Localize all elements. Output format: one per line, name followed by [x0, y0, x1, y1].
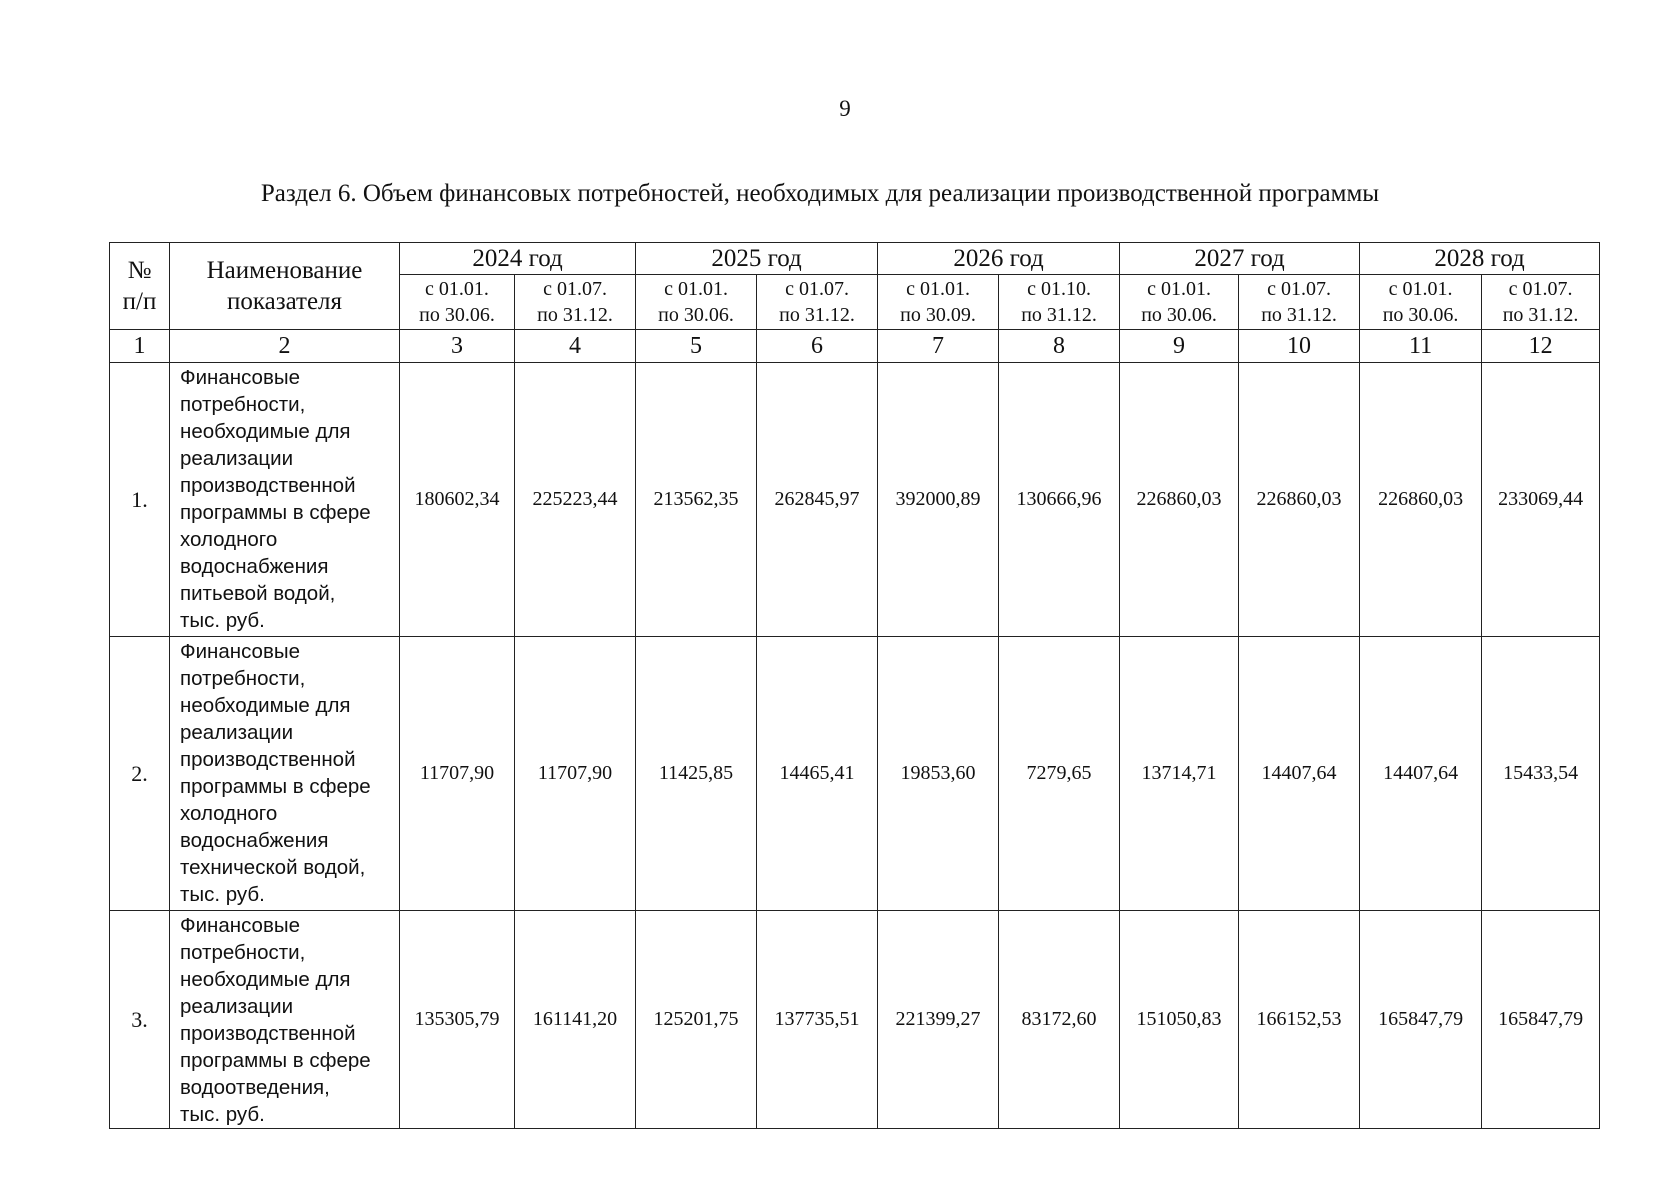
value-cell: 11425,85 [636, 637, 757, 911]
header-name [170, 243, 400, 330]
header-year: 2026 год [878, 243, 1120, 275]
indicator-name-line: Финансовые [180, 366, 300, 389]
value-cell: 137735,51 [757, 911, 878, 1129]
financial-needs-table [109, 242, 1600, 1129]
value-cell: 13714,71 [1120, 637, 1239, 911]
indicator-name-line: реализации [180, 447, 294, 470]
value-cell: 213562,35 [636, 363, 757, 637]
header-period [757, 275, 878, 330]
value-cell: 165847,79 [1360, 911, 1482, 1129]
column-number: 9 [1120, 330, 1239, 363]
value-cell: 151050,83 [1120, 911, 1239, 1129]
column-number: 10 [1239, 330, 1360, 363]
indicator-name-line: холодного [180, 528, 278, 551]
value-cell: 262845,97 [757, 363, 878, 637]
value-cell: 14407,64 [1239, 637, 1360, 911]
indicator-name-line: реализации [180, 995, 294, 1018]
indicator-name-line: Финансовые [180, 640, 300, 663]
indicator-name-line: потребности, [180, 941, 306, 964]
period-to: по 31.12. [537, 304, 613, 326]
header-row-column-numbers [110, 330, 1600, 363]
indicator-name-line: водоснабжения [180, 829, 329, 852]
value-cell: 392000,89 [878, 363, 999, 637]
indicator-name-line: производственной [180, 1022, 356, 1045]
indicator-name-line: водоотведения, [180, 1076, 330, 1099]
header-year: 2028 год [1360, 243, 1600, 275]
indicator-name-line: питьевой водой, [180, 582, 336, 605]
header-year: 2025 год [636, 243, 878, 275]
header-period [400, 275, 515, 330]
value-cell: 166152,53 [1239, 911, 1360, 1129]
period-from: с 01.07. [1267, 278, 1331, 300]
indicator-name-line: Финансовые [180, 914, 300, 937]
value-cell: 125201,75 [636, 911, 757, 1129]
header-name-line: показателя [226, 288, 343, 315]
period-to: по 30.06. [1141, 304, 1217, 326]
column-number: 7 [878, 330, 999, 363]
indicator-name-line: программы в сфере [180, 501, 371, 524]
header-period [515, 275, 636, 330]
indicator-name-line: программы в сфере [180, 775, 371, 798]
period-from: с 01.01. [425, 278, 489, 300]
value-cell: 165847,79 [1482, 911, 1600, 1129]
value-cell: 11707,90 [400, 637, 515, 911]
value-cell: 161141,20 [515, 911, 636, 1129]
header-name-line: Наименование [206, 257, 363, 284]
indicator-name-line: водоснабжения [180, 555, 329, 578]
period-to: по 30.06. [419, 304, 495, 326]
indicator-name-line: производственной [180, 474, 356, 497]
value-cell: 7279,65 [999, 637, 1120, 911]
period-from: с 01.01. [1147, 278, 1211, 300]
indicator-name-line: реализации [180, 721, 294, 744]
column-number: 3 [400, 330, 515, 363]
period-from: с 01.07. [1508, 278, 1573, 300]
indicator-name [170, 363, 400, 637]
value-cell: 14407,64 [1360, 637, 1482, 911]
value-cell: 83172,60 [999, 911, 1120, 1129]
page-number: 9 [839, 96, 851, 121]
indicator-name-line: тыс. руб. [180, 1103, 265, 1126]
period-from: с 01.01. [664, 278, 728, 300]
table-row [110, 637, 1600, 911]
value-cell: 135305,79 [400, 911, 515, 1129]
header-year: 2027 год [1120, 243, 1360, 275]
period-from: с 01.01. [1388, 278, 1453, 300]
value-cell: 19853,60 [878, 637, 999, 911]
column-number: 1 [110, 330, 170, 363]
value-cell: 15433,54 [1482, 637, 1600, 911]
period-to: по 30.06. [658, 304, 734, 326]
header-period [999, 275, 1120, 330]
value-cell: 226860,03 [1120, 363, 1239, 637]
table-header [110, 243, 1600, 363]
column-number: 2 [170, 330, 400, 363]
row-number: 3. [110, 911, 170, 1129]
value-cell: 180602,34 [400, 363, 515, 637]
value-cell: 130666,96 [999, 363, 1120, 637]
header-num-line: № [127, 257, 152, 284]
table-row [110, 363, 1600, 637]
column-number: 11 [1360, 330, 1482, 363]
indicator-name-line: необходимые для [180, 968, 351, 991]
value-cell: 226860,03 [1239, 363, 1360, 637]
period-from: с 01.01. [906, 278, 970, 300]
indicator-name-line: тыс. руб. [180, 883, 265, 906]
indicator-name-line: программы в сфере [180, 1049, 371, 1072]
value-cell: 11707,90 [515, 637, 636, 911]
value-cell: 225223,44 [515, 363, 636, 637]
header-period [636, 275, 757, 330]
table-row [110, 911, 1600, 1129]
indicator-name-line: технической водой, [180, 856, 366, 879]
indicator-name-line: потребности, [180, 393, 306, 416]
column-number: 8 [999, 330, 1120, 363]
indicator-name-line: производственной [180, 748, 356, 771]
period-to: по 31.12. [1021, 304, 1097, 326]
indicator-name-line: холодного [180, 802, 278, 825]
value-cell: 14465,41 [757, 637, 878, 911]
header-period [1360, 275, 1482, 330]
section-title: Раздел 6. Объем финансовых потребностей, необходимых для реализации производственной программы [260, 180, 1380, 207]
table-body [110, 363, 1600, 1129]
indicator-name-line: потребности, [180, 667, 306, 690]
period-to: по 30.06. [1382, 304, 1459, 326]
column-number: 5 [636, 330, 757, 363]
header-period [1239, 275, 1360, 330]
column-number: 6 [757, 330, 878, 363]
header-row-years [110, 243, 1600, 275]
period-to: по 31.12. [1502, 304, 1579, 326]
header-year: 2024 год [400, 243, 636, 275]
header-num [110, 243, 170, 330]
indicator-name-line: необходимые для [180, 420, 351, 443]
indicator-name-line: тыс. руб. [180, 609, 265, 632]
period-to: по 31.12. [1261, 304, 1337, 326]
indicator-name [170, 637, 400, 911]
value-cell: 233069,44 [1482, 363, 1600, 637]
period-to: по 31.12. [779, 304, 855, 326]
header-period [1482, 275, 1600, 330]
row-number: 1. [110, 363, 170, 637]
header-period [1120, 275, 1239, 330]
period-to: по 30.09. [900, 304, 976, 326]
period-from: с 01.07. [543, 278, 607, 300]
column-number: 12 [1482, 330, 1600, 363]
value-cell: 226860,03 [1360, 363, 1482, 637]
period-from: с 01.10. [1027, 278, 1091, 300]
period-from: с 01.07. [785, 278, 849, 300]
value-cell: 221399,27 [878, 911, 999, 1129]
column-number: 4 [515, 330, 636, 363]
row-number: 2. [110, 637, 170, 911]
indicator-name-line: необходимые для [180, 694, 351, 717]
header-num-line: п/п [122, 288, 157, 315]
indicator-name [170, 911, 400, 1129]
header-period [878, 275, 999, 330]
